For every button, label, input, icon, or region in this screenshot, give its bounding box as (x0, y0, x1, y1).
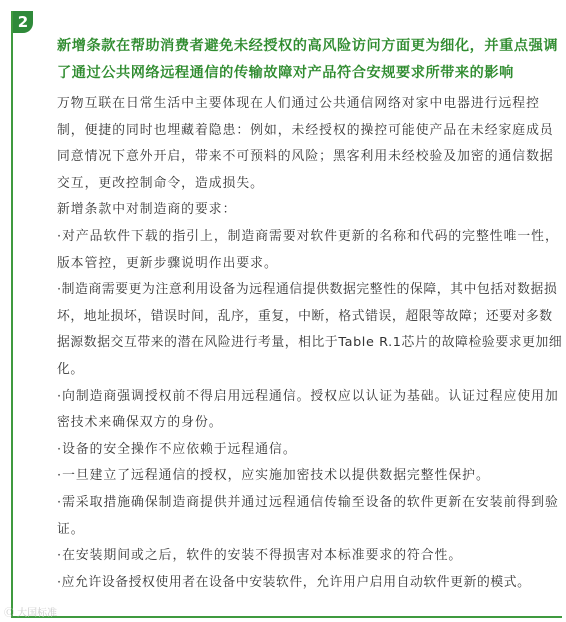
watermark: Ⓒ 大国标准 (4, 608, 58, 619)
requirement-item: ·在安装期间或之后，软件的安装不得损害对本标准要求的符合性。 (57, 548, 463, 564)
requirement-item: ·向制造商强调授权前不得启用远程通信。授权应以认证为基础。认证过程应使用加密技术来确保双方的身份。 (57, 388, 559, 431)
article-card (11, 11, 562, 618)
requirement-item: ·对产品软件下载的指引上，制造商需要对软件更新的名称和代码的完整性唯一性，版本管控，更新步骤说明作出要求。 (57, 228, 559, 271)
section-number-badge: 2 (13, 11, 33, 33)
requirement-item: ·制造商需要更为注意利用设备为远程通信提供数据完整性的保障，其中包括对数据损坏，地址损坏，错误时间，乱序，重复，中断，格式错误，超限等故障；还要对多数据源数据交互带来的潜在风险进行考量，相比于Table R.1芯片的故障检验要求更加细化。 (57, 282, 563, 377)
requirement-item: ·一旦建立了远程通信的授权，应实施加密技术以提供数据完整性保护。 (57, 468, 490, 484)
requirement-item: ·设备的安全操作不应依赖于远程通信。 (57, 441, 297, 457)
requirements-intro: 新增条款中对制造商的要求： (57, 202, 237, 218)
requirement-item: ·应允许设备授权使用者在设备中安装软件，允许用户启用自动软件更新的模式。 (57, 574, 531, 590)
article-content (57, 33, 563, 596)
requirement-item: ·需采取措施确保制造商提供并通过远程通信传输至设备的软件更新在安装前得到验证。 (57, 494, 559, 537)
section-heading: 新增条款在帮助消费者避免未经授权的高风险访问方面更为细化，并重点强调了通过公共网络远程通信的传输故障对产品符合安规要求所带来的影响 (57, 38, 559, 81)
intro-paragraph: 万物互联在日常生活中主要体现在人们通过公共通信网络对家中电器进行远程控制，便捷的同时也埋藏着隐患：例如，未经授权的操控可能使产品在未经家庭成员同意情况下意外开启，带来不可预料的风险；黑客利用未经校验及加密的通信数据交互，更改控制命令，造成损失。 (57, 96, 554, 191)
